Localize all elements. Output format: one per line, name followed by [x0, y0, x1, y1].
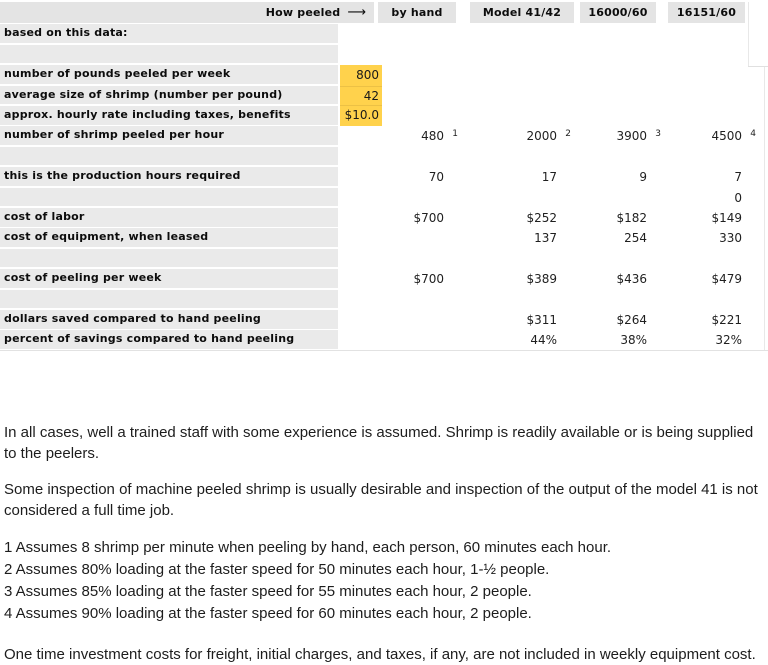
input-cell-pounds[interactable]: 800 [356, 68, 379, 83]
column-header-model-41-42: Model 41/42 [470, 2, 574, 23]
row-spacer [0, 290, 338, 309]
value-week-16000: $436 [616, 272, 647, 287]
row-label-equipment: cost of equipment, when leased [0, 228, 338, 247]
value-percent-16000: 38% [620, 333, 647, 348]
row-label-size: average size of shrimp (number per pound) [0, 86, 338, 105]
value-zero-16151: 0 [734, 190, 742, 205]
value-shrimp-model41: 2000 2 [526, 129, 571, 144]
row-label-pounds: number of pounds peeled per week [0, 65, 338, 84]
row-spacer [0, 249, 338, 268]
table-right-gridline [764, 66, 765, 350]
footnote-1: 1 Assumes 8 shrimp per minute when peeling by hand, each person, 60 minutes each hour. [4, 539, 612, 556]
value-hours-16000: 9 [639, 170, 647, 185]
header-right-gridline [748, 2, 749, 66]
column-header-by-hand: by hand [378, 2, 456, 23]
row-label-week-cost: cost of peeling per week [0, 269, 338, 288]
value-percent-16151: 32% [715, 333, 742, 348]
value-shrimp-hand: 480 1 [421, 129, 458, 144]
row-label-rate: approx. hourly rate including taxes, benefits [0, 106, 338, 125]
value-saved-16151: $221 [711, 313, 742, 327]
value-equipment-16151: 330 [719, 231, 742, 246]
value-shrimp-16000: 3900 3 [616, 129, 661, 144]
value-saved-16000: $264 [616, 313, 647, 327]
row-spacer [0, 147, 338, 166]
footnote-2: 2 Assumes 80% loading at the faster speed for 50 minutes each hour, 1-½ people. [4, 561, 550, 578]
input-cell-rate[interactable]: $10.0 [340, 105, 382, 124]
footnote-3: 3 Assumes 85% loading at the faster speed for 55 minutes each hour, 2 people. [4, 583, 532, 600]
footnote-marker-4: 4 [750, 129, 756, 140]
footnote-marker-3: 3 [655, 129, 661, 140]
row-label-percent-saved: percent of savings compared to hand peeling [0, 330, 338, 349]
value-labor-model41: $252 [526, 211, 557, 225]
value-week-hand: $700 [413, 272, 444, 287]
row-spacer [0, 188, 338, 207]
value-labor-16000: $182 [616, 211, 647, 225]
row-label-dollars-saved: dollars saved compared to hand peeling [0, 310, 338, 329]
column-header-16000-60: 16000/60 [580, 2, 656, 23]
value-week-16151: $479 [711, 272, 742, 287]
assumptions-paragraph: In all cases, well a trained staff with some experience is assumed. Shrimp is readily available or is being supplied to the peelers. [4, 424, 754, 462]
input-cell-size[interactable]: 42 [340, 86, 382, 105]
footnotes-list [4, 537, 766, 625]
row-label-shrimp-per-hour: number of shrimp peeled per hour [0, 126, 338, 145]
value-week-model41: $389 [526, 272, 557, 287]
right-arrow-icon: ⟶ [347, 5, 366, 20]
row-label-labor: cost of labor [0, 208, 338, 227]
footnote-marker-1: 1 [452, 129, 458, 140]
column-header-16151-60: 16151/60 [668, 2, 745, 23]
one-time-cost-paragraph: One time investment costs for freight, initial charges, and taxes, if any, are not included in weekly equipment cost. [4, 646, 756, 663]
notes-section [0, 422, 766, 665]
how-peeled-label: How peeled [265, 6, 341, 19]
footnote-4: 4 Assumes 90% loading at the faster speed for 60 minutes each hour, 2 people. [4, 605, 532, 622]
row-label-hours-required: this is the production hours required [0, 167, 338, 186]
value-equipment-model41: 137 [534, 231, 557, 246]
value-equipment-16000: 254 [624, 231, 647, 246]
row-label-based-on: based on this data: [0, 24, 338, 43]
row-spacer [0, 45, 338, 64]
inspection-paragraph: Some inspection of machine peeled shrimp is usually desirable and inspection of the output of the model 41 is not considered a full time job. [4, 481, 758, 519]
header-how-peeled [0, 2, 374, 23]
header-right-bottom-gridline [748, 66, 768, 67]
value-hours-model41: 17 [541, 170, 557, 185]
value-saved-model41: $311 [526, 313, 557, 327]
value-percent-model41: 44% [530, 333, 557, 348]
value-hours-16151: 7 [734, 170, 742, 185]
value-labor-16151: $149 [711, 211, 742, 225]
input-cells-block [340, 65, 382, 126]
value-hours-hand: 70 [428, 170, 444, 185]
value-shrimp-16151: 4500 4 [711, 129, 756, 144]
table-bottom-divider [0, 350, 768, 351]
value-labor-hand: $700 [413, 211, 444, 225]
footnote-marker-2: 2 [565, 129, 571, 140]
